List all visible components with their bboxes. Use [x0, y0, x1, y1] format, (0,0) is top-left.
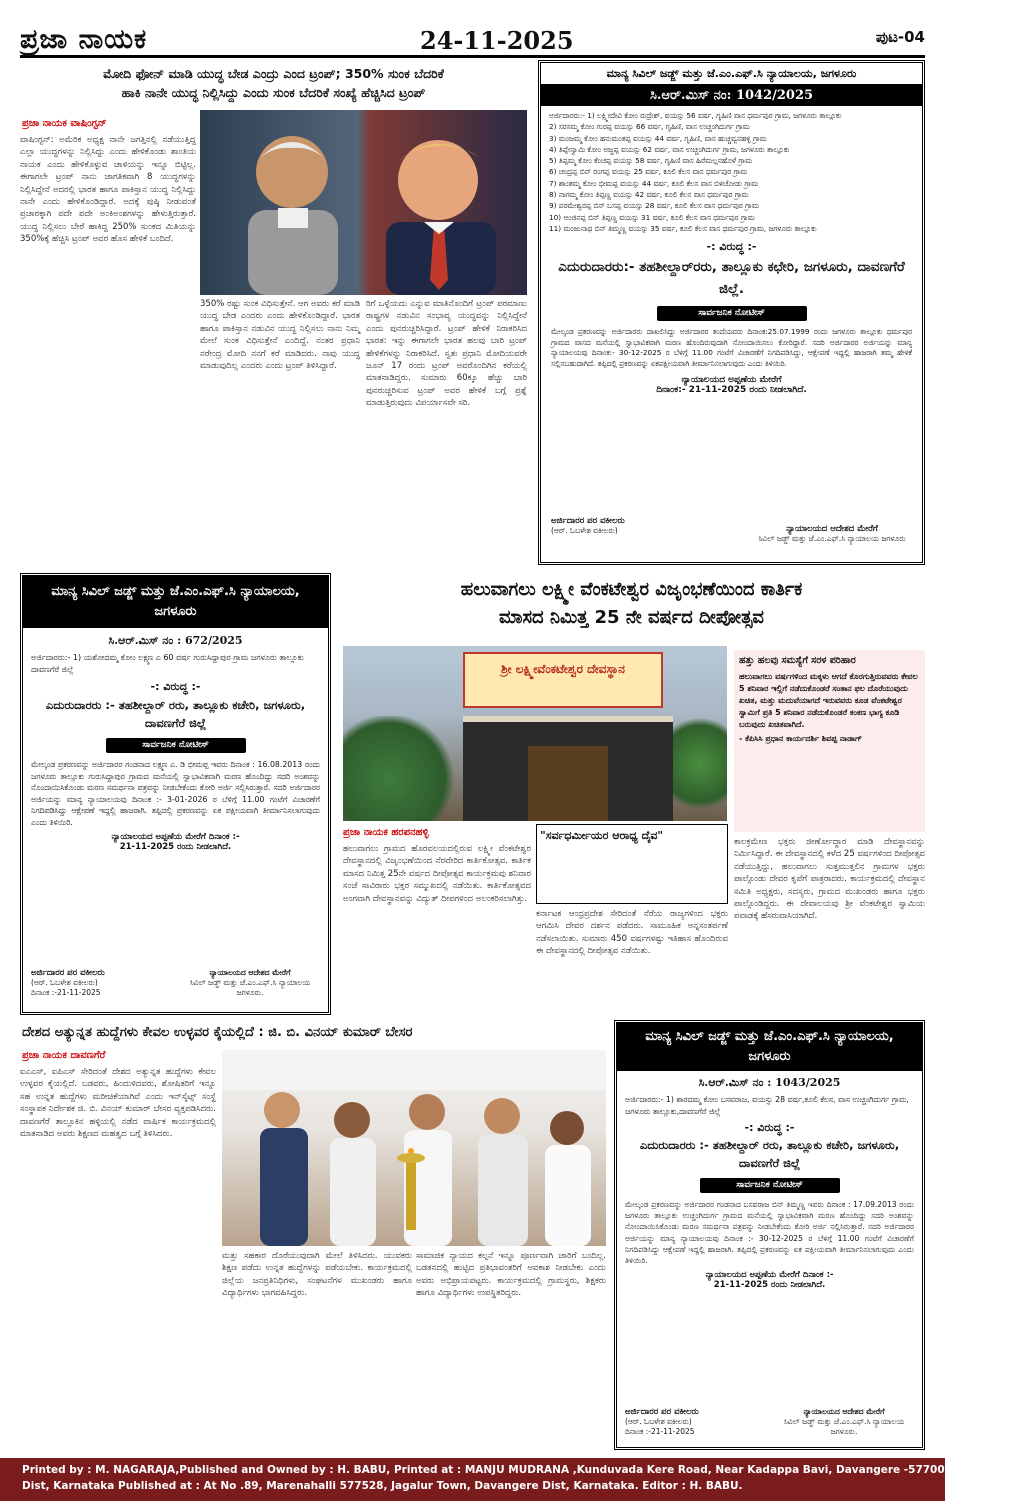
story2-column-1	[343, 843, 531, 1011]
petitioner-line: 8) ನಾಗಮ್ಮ ಕೋಂ ತಿಪ್ಪಣ್ಣ ವಯಸ್ಸು 42 ವರ್ಷ, ಕೂಲಿ ಕೆಲಸ ವಾಸ ಧರ್ಮಪುರ ಗ್ರಾಮ	[549, 190, 749, 200]
story1-column-3-text: ರಿಗೆ ಒಳ್ಳೆಯದು ಎನ್ನುವ ಮಾತಿನೊಂದಿಗೆ ಟ್ರಂಪ್ ಪರಮಾಣು ರಾಷ್ಟ್ರಗಳ ನಡುವಿನ ಸಂಭಾವ್ಯ ಯುದ್ಧವನ್ನು ನಿಲ್ಲಿಸಿದ್ದೇನೆ ಎಂದು ಪುನರುಚ್ಚರಿಸಿದ್ದಾರೆ. ಟ್ರಂಪ್ ಹೇಳಿಕೆ ನಿರಾಕರಿಸಿದ ಭಾರತ: ಇನ್ನು ಈಗಾಗಲೇ ಭಾರತ ಹಲವು ಬಾರಿ ಟ್ರಂಪ್ ಹೇಳಿಕೆಗಳನ್ನು ನಿರಾಕರಿಸಿದೆ. ಸ್ವತಃ ಪ್ರಧಾನಿ ಮೋದಿಯವರೇ ಜೂನ್ 17 ರಂದು ಟ್ರಂಪ್ ಅವರೊಂದಿಗಿನ ಕರೆಯಲ್ಲಿ ಮಾತನಾಡಿದ್ದರು. ಸುಮಾರು 60ಕ್ಕೂ ಹೆಚ್ಚು ಬಾರಿ ಪುನರುಚ್ಚರಿಸುವ ಟ್ರಂಪ್ ಅವರ ಹೇಳಿಕೆ ಬಗ್ಗೆ ಪ್ರಶ್ನೆ ಮಾಡುತ್ತಿರುವುದು ವಿಪರ್ಯಾಸವೇ ಸರಿ.	[366, 299, 527, 409]
story2-column-1-text: ಹಲುವಾಗಲು ಗ್ರಾಮದ ಹೊರವಲಯದಲ್ಲಿರುವ ಲಕ್ಷ್ಮೀ ವೆಂಕಟೇಶ್ವರ ದೇವಸ್ಥಾನದಲ್ಲಿ ವಿಜೃಂಭಣೆಯಿಂದ ನೆರವೇರಿದ ಕಾರ್ತಿಕೋತ್ಸವ. ಕಾರ್ತಿಕ ಮಾಸದ ನಿಮಿತ್ತ 25ನೇ ವರ್ಷದ ದೀಪೋತ್ಸವ ಕಾರ್ಯಕ್ರಮವು ಶನಿವಾರ ಸಂಜೆ ಸಾವಿರಾರು ಭಕ್ತರ ಸಮ್ಮುಖದಲ್ಲಿ ನಡೆಯಿತು. ಕಾರ್ತಿಕೋತ್ಸವದ ಅಂಗವಾಗಿ ದೇವಸ್ಥಾನವನ್ನು ವಿದ್ಯುತ್ ದೀಪಗಳಿಂದ ಅಲಂಕರಿಸಲಾಗಿತ್ತು.	[343, 844, 531, 904]
notice3-signature-court	[774, 1407, 914, 1437]
notice3-case-number: ಸಿ.ಆರ್.ಮಿಸ್ ನಂ : 1043/2025	[698, 1076, 841, 1089]
court-name: ಸಿವಿಲ್ ಜಡ್ಜ್ ಮತ್ತು ಜೆ.ಎಂ.ಎಫ್.ಸಿ ನ್ಯಾಯಾಲಯ ಜಗಳೂರು.	[189, 978, 311, 997]
imprint-line-2: Dist, Karnataka Published at : At No .89, Marenahalli 577528, Jagalur Town, Davangere Dist, Karnataka. Editor : H. BABU.	[22, 1480, 743, 1492]
court-name: ಸಿವಿಲ್ ಜಡ್ಜ್ ಮತ್ತು ಜೆ.ಎಂ.ಎಫ್.ಸಿ ನ್ಯಾಯಾಲಯ ಜಗಳೂರು	[758, 534, 906, 543]
petitioner-line: 2) ಸರಸಮ್ಮ ಕೋಂ ಗುರಪ್ಪ ವಯಸ್ಸು 66 ವರ್ಷ, ಗೃಹಿಣಿ, ವಾಸ ಉಚ್ಚಂಗಿದುರ್ಗ ಗ್ರಾಮ	[549, 122, 750, 132]
notice2-date-line: 21-11-2025 ರಂದು ನೀಡಲಾಗಿದೆ.	[119, 842, 232, 852]
notice1-signature-advocate	[551, 516, 625, 536]
court-order-label: ನ್ಯಾಯಾಲಯದ ಆದೇಶದ ಮೇರೆಗೆ	[786, 524, 878, 534]
lamp-lighting-photo	[222, 1050, 606, 1246]
temple-signboard	[463, 652, 663, 708]
story1-column-3	[366, 298, 527, 564]
legal-notice-1042	[538, 60, 925, 565]
story3-column-2-text: ಮತ್ತು ಸಹಕಾರ ದೊರೆಯುವುದಾಗಿ ಮೇಲೆ ತಿಳಿಸಿದರು. ಯುವಕರು ಶಿಕ್ಷಣ ಪಡೆದು ಉನ್ನತ ಹುದ್ದೆಗಳನ್ನು ಪಡೆಯಬೇಕು. ಕಾರ್ಯಕ್ರಮದಲ್ಲಿ ಜಿಲ್ಲೆಯ ಜನಪ್ರತಿನಿಧಿಗಳು, ಸಂಘಟನೆಗಳ ಮುಖಂಡರು ಹಾಗೂ ವಿದ್ಯಾರ್ಥಿಗಳು ಭಾಗವಹಿಸಿದ್ದರು.	[222, 1251, 412, 1299]
notice3-court-header: ಮಾನ್ಯ ಸಿವಿಲ್ ಜಡ್ಜ್ ಮತ್ತು ಜೆ.ಎಂ.ಎಫ್.ಸಿ ನ್ಯಾಯಾಲಯ, ಜಗಳೂರು	[617, 1023, 922, 1071]
notice1-respondent: ಎದುರುದಾರರು:- ತಹಶೀಲ್ದಾರ್‌ರರು, ತಾಲ್ಲೂಕು ಕಛೇರಿ, ಜಗಳೂರು, ದಾವಣಗೆರೆ ಜಿಲ್ಲೆ.	[558, 259, 905, 298]
advocate-label: ಅರ್ಜಿದಾರರ ಪರ ವಕೀಲರು	[625, 1407, 699, 1417]
sidebar-title: ಹತ್ತು ಹಲವು ಸಮಸ್ಯೆಗೆ ಸರಳ ಪರಿಹಾರ	[739, 655, 856, 666]
story2-column-2	[536, 908, 728, 1011]
notice3-order-line: ನ್ಯಾಯಾಲಯದ ಅಪ್ಪಣೆಯ ಮೇರೆಗೆ ದಿನಾಂಕ :-	[705, 1270, 834, 1281]
story3-column-3	[416, 1250, 606, 1450]
notice3-body: ಮೇಲ್ಕಂಡ ಪ್ರಕರಣವನ್ನು ಅರ್ಜಿದಾರರ ಗಂಡನಾದ ಬಸವರಾಜ ಬಿನ್ ತಿಮ್ಮಣ್ಣ ಇವರು ದಿನಾಂಕ : 17.09.2013 ರಂದು ಜಗಳೂರು ತಾಲ್ಲೂಕು ಉಚ್ಚಂಗಿದುರ್ಗ ಗ್ರಾಮದ ಮನೆಯಲ್ಲಿ ಸ್ವಾಭಾವಿಕವಾಗಿ ಮರಣ ಹೊಂದಿದ್ದು ಸದರಿ ಅಂಶವನ್ನು ನೋಂದಾಯಿಸಿಕೊಂಡು ಮರಣ ಸಮರ್ಥನಾ ಪತ್ರವನ್ನು ನೀಡಬೇಕೆಂದು ಕೋರಿ ಅರ್ಜಿ ಸಲ್ಲಿಸಿರುತ್ತಾರೆ. ಸದರಿ ಅರ್ಜಿದಾರರ ಅರ್ಜಿಯನ್ನು ಮಾನ್ಯ ನ್ಯಾಯಾಲಯವು ದಿನಾಂಕ :- 30-12-2025 ರ ಬೆಳಿಗ್ಗೆ 11.00 ಗಂಟೆಗೆ ವಿಚಾರಣೆಗೆ ನಿಗದಿಪಡಿಸಿದ್ದು ಆಕ್ಷೇಪಣೆ ಇದ್ದಲ್ಲಿ ಹಾಜರಾಗಿ. ತಪ್ಪಿದಲ್ಲಿ ಪ್ರಕರಣವನ್ನು ಏಕ ಪಕ್ಷೀಯವಾಗಿ ತೀರ್ಮಾನಿಸಲಾಗುವುದು ಎಂದು ತಿಳಿಯಿರಿ.	[625, 1200, 914, 1266]
notice2-signature-advocate	[31, 968, 105, 998]
advocate-label: ಅರ್ಜಿದಾರರ ಪರ ವಕೀಲರು	[551, 516, 625, 526]
story2-column-2-text: ಕರ್ನಾಟಕ ಆಂಧ್ರಪ್ರದೇಶ ಸೇರಿದಂತೆ ನೆರೆಯ ರಾಜ್ಯಗಳಿಂದ ಭಕ್ತರು ಆಗಮಿಸಿ ದೇವರ ದರ್ಶನ ಪಡೆದರು. ಸಾಮೂಹಿಕ ಅನ್ನಸಂತರ್ಪಣೆ ನಡೆಸಲಾಯಿತು. ಸುಮಾರು 450 ವರ್ಷಗಳಷ್ಟು ಇತಿಹಾಸ ಹೊಂದಿರುವ ಈ ದೇವಸ್ಥಾನದಲ್ಲಿ ದೀಪೋತ್ಸವ ನಡೆಯಿತು.	[536, 909, 728, 957]
story3-column-3-text: ಸಾಮಾಜಿಕ ನ್ಯಾಯದ ಕಲ್ಪನೆ ಇನ್ನೂ ಪೂರ್ಣವಾಗಿ ಜಾರಿಗೆ ಬಂದಿಲ್ಲ. ಬಡತನದಲ್ಲಿ ಹುಟ್ಟಿದ ಪ್ರತಿಭಾವಂತರಿಗೆ ಅವಕಾಶ ನೀಡಬೇಕು ಎಂದು ಅವರು ಅಭಿಪ್ರಾಯಪಟ್ಟರು. ಕಾರ್ಯಕ್ರಮದಲ್ಲಿ ಗ್ರಾಮಸ್ಥರು, ಶಿಕ್ಷಕರು ಹಾಗೂ ವಿದ್ಯಾರ್ಥಿಗಳು ಉಪಸ್ಥಿತರಿದ್ದರು.	[416, 1251, 606, 1299]
court-name: ಸಿವಿಲ್ ಜಡ್ಜ್ ಮತ್ತು ಜೆ.ಎಂ.ಎಫ್.ಸಿ ನ್ಯಾಯಾಲಯ ಜಗಳೂರು.	[783, 1417, 905, 1436]
notice1-petitioners	[541, 106, 922, 238]
petitioner-line: 4) ತಿಪ್ಪೇಸ್ವಾಮಿ ಕೋಂ ಅಜ್ಜಪ್ಪ ವಯಸ್ಸು 62 ವರ್ಷ, ವಾಸ ಉಚ್ಚಂಗಿದುರ್ಗ ಗ್ರಾಮ, ಜಗಳೂರು ತಾಲ್ಲೂಕು	[549, 144, 790, 154]
notice2-order-line: ನ್ಯಾಯಾಲಯದ ಅಪ್ಪಣೆಯ ಮೇರೆಗೆ ದಿನಾಂಕ :-	[111, 832, 240, 842]
notice2-signature-court	[180, 968, 320, 998]
story1-headline-1: ಮೋದಿ ಫೋನ್ ಮಾಡಿ ಯುದ್ಧ ಬೇಡ ಎಂದ್ರು ಎಂದ ಟ್ರಂಪ್; 350% ಸುಂಕ ಬೆದರಿಕೆ	[103, 66, 444, 81]
advocate-date: ದಿನಾಂಕ :-21-11-2025	[31, 988, 101, 997]
sidebar-text: ಹಲುವಾಗಲು ವರ್ಷಗಳಿಂದ ಮಕ್ಕಳು ಆಗದೆ ಕೊರಗುತ್ತಿರುವವರು ಕೇವಲ 5 ಶನಿವಾರ ಇಲ್ಲಿಗೆ ನಡೆದುಕೊಂಡರೆ ಸಂತಾನ ಫಲ ದೊರೆಯುವುದು ಖಚಿತ, ಮತ್ತು ಮದುವೆಯಾಗದೆ ಇರುವವರು ಕೂಡ ವೆಂಕಟೇಶ್ವರ ಸ್ವಾಮಿಗೆ ಪ್ರತಿ 5 ಶನಿವಾರ ನಡೆದುಕೊಂಡರೆ ಕಂಕಣ ಭಾಗ್ಯ ಕೂಡಿ ಬರುವುದು ಖಚಿತವಾಗಿದೆ.	[739, 672, 918, 729]
modi-trump-photo	[200, 110, 527, 295]
paper-name: ಪ್ರಜಾ ನಾಯಕ	[20, 24, 148, 55]
notice1-date-line: ದಿನಾಂಕ:- 21-11-2025 ರಂದು ನೀಡಲಾಗಿದೆ.	[656, 385, 807, 396]
advocate-name: (ಆರ್. ಓಬಳೇಶ ವಕೀಲರು)	[625, 1417, 692, 1426]
notice1-case-number: ಸಿ.ಆರ್.ಮಿಸ್ ನಂ: 1042/2025	[541, 86, 922, 106]
temple-photo	[343, 646, 727, 821]
story2-byline: ಪ್ರಜಾ ನಾಯಕ ಹರಪನಹಳ್ಳಿ	[343, 827, 429, 838]
advocate-label: ಅರ್ಜಿದಾರರ ಪರ ವಕೀಲರು	[31, 968, 105, 978]
notice3-date-line: 21-11-2025 ರಂದು ನೀಡಲಾಗಿದೆ.	[713, 1280, 826, 1291]
story3-column-1	[20, 1066, 216, 1450]
notice2-respondent: ಎದುರುದಾರರು :- ತಹಶೀಲ್ದಾರ್ ರರು, ತಾಲ್ಲೂಕು ಕಚೇರಿ, ಜಗಳೂರು, ದಾವಣಗೆರೆ ಜಿಲ್ಲೆ	[45, 698, 306, 730]
notice2-body: ಮೇಲ್ಕಂಡ ಪ್ರಕರಣವನ್ನು ಅರ್ಜಿದಾರರ ಗಂಡನಾದ ಲಕ್ಷ್ಮಣ ಎ. ಡಿ ಭೀಮಪ್ಪ ಇವರು ದಿನಾಂಕ : 16.08.2013 ರಂದು ಜಗಳೂರು ತಾಲ್ಲೂಕು ಗುರುಸಿದ್ದಾಪುರ ಗ್ರಾಮದ ಮನೆಯಲ್ಲಿ ಸ್ವಾಭಾವಿಕವಾಗಿ ಮರಣ ಹೊಂದಿದ್ದು ಸದರಿ ಅಂಶವನ್ನು ನೊಂದಾಯಿಸಿಕೊಂಡು ಮರಣ ಸಮರ್ಥನಾ ಪತ್ರವನ್ನು ನೀಡಬೇಕೆಂದು ಕೋರಿ ಅರ್ಜಿ ಸಲ್ಲಿಸಿರುತ್ತಾರೆ. ಸದರಿ ಅರ್ಜಿದಾರರ ಅರ್ಜಿಯನ್ನು ಮಾನ್ಯ ನ್ಯಾಯಾಲಯವು ದಿನಾಂಕ :- 3-01-2026 ರ ಬೆಳಿಗ್ಗೆ 11.00 ಗಂಟೆಗೆ ವಿಚಾರಣೆಗೆ ನಿಗದಿಪಡಿಸಿದ್ದು ಆಕ್ಷೇಪಣೆ ಇದ್ದಲ್ಲಿ ಹಾಜರಾಗಿ. ತಪ್ಪಿದಲ್ಲಿ ಪ್ರಕರಣವನ್ನು ಏಕ ಪಕ್ಷೀಯವಾಗಿ ತೀರ್ಮಾನಿಸಲಾಗುವುದು ಎಂದು ತಿಳಿಯಿರಿ.	[31, 760, 320, 827]
legal-notice-1043	[614, 1020, 925, 1450]
notice3-respondent: ಎದುರುದಾರರು :- ತಹಶೀಲ್ದಾರ್ ರರು, ತಾಲ್ಲೂಕು ಕಚೇರಿ, ಜಗಳೂರು, ದಾವಣಗೆರೆ ಜಿಲ್ಲೆ	[639, 1138, 900, 1170]
temple-sign-text: ಶ್ರೀ ಲಕ್ಷ್ಮೀವೆಂಕಟೇಶ್ವರ ದೇವಸ್ಥಾನ	[501, 662, 625, 676]
masthead	[20, 24, 925, 58]
notice2-versus: -: ವಿರುದ್ಧ :-	[150, 680, 201, 693]
advocate-name: (ಆರ್. ಓಬಳೇಶ ವಕೀಲರು)	[551, 526, 618, 535]
petitioner-line: ಅರ್ಜಿದಾರರು:- 1) ಲಕ್ಷ್ಮೀದೇವಿ ಕೋಂ ರುದ್ರೇಶ್, ವಯಸ್ಸು 56 ವರ್ಷ, ಗೃಹಿಣಿ ವಾಸ ಧರ್ಮಪುರ ಗ್ರಾಮ, ಜಗಳೂರು ತಾಲ್ಲೂಕು	[549, 111, 842, 120]
story3-byline: ಪ್ರಜಾ ನಾಯಕ ದಾವಣಗೆರೆ	[22, 1050, 106, 1061]
story2-headline-1: ಹಲುವಾಗಲು ಲಕ್ಷ್ಮೀ ವೆಂಕಟೇಶ್ವರ ವಿಜೃಂಭಣೆಯಿಂದ ಕಾರ್ತಿಕ	[460, 579, 803, 600]
petitioner-line: 11) ಮಂಜುನಾಥ ಬಿನ್ ತಿಮ್ಮಣ್ಣ ವಯಸ್ಸು 35 ವರ್ಷ, ಕೂಲಿ ಕೆಲಸ ವಾಸ ಧರ್ಮಪುರ ಗ್ರಾಮ, ಜಗಳೂರು ತಾಲ್ಲೂಕು	[549, 223, 817, 233]
notice3-public-notice-badge: ಸಾರ್ವಜನಿಕ ನೋಟೀಸ್	[700, 1178, 840, 1193]
story1-byline: ಪ್ರಜಾ ನಾಯಕ ವಾಷಿಂಗ್ಟನ್	[22, 118, 107, 129]
story1-headline-box	[20, 62, 527, 108]
notice1-order-line: ನ್ಯಾಯಾಲಯದ ಅಪ್ಪಣೆಯ ಮೇರೆಗೆ	[681, 375, 782, 386]
notice2-petitioner: ಅರ್ಜಿದಾರರು:- 1) ಯಶೋದಮ್ಮ ಕೋಂ ಲಕ್ಷ್ಮಣ ಎ 60 ವರ್ಷ ಗುರುಸಿದ್ದಾಪುರ ಗ್ರಾಮ ಜಗಳೂರು ತಾಲ್ಲೂಕು ದಾವಣಗೆರೆ ಜಿಲ್ಲೆ	[31, 653, 304, 674]
story2-headline-box	[338, 576, 925, 636]
plant-left	[343, 716, 458, 821]
story2-column-3-text: ಕಾಲಕ್ರಮೇಣ ಭಕ್ತರು ಜೀರ್ಣೋದ್ಧಾರ ಮಾಡಿ ದೇವಸ್ಥಾನವನ್ನು ನಿರ್ಮಿಸಿದ್ದಾರೆ. ಈ ದೇವಸ್ಥಾನದಲ್ಲಿ ಕಳೆದ 25 ವರ್ಷಗಳಿಂದ ದೀಪೋತ್ಸವ ನಡೆಯುತ್ತಿದ್ದು, ಹಲುವಾಗಲು ಸುತ್ತಮುತ್ತಲಿನ ಗ್ರಾಮಗಳ ಭಕ್ತರು ಪಾಲ್ಗೊಂಡು ದೇವರ ಕೃಪೆಗೆ ಪಾತ್ರರಾದರು. ಕಾರ್ಯಕ್ರಮದಲ್ಲಿ ದೇವಸ್ಥಾನ ಸಮಿತಿ ಅಧ್ಯಕ್ಷರು, ಸದಸ್ಯರು, ಗ್ರಾಮದ ಮುಖಂಡರು ಹಾಗೂ ಭಕ್ತರು ಪಾಲ್ಗೊಂಡಿದ್ದರು. ಈ ದೇವಾಲಯವು ಶ್ರೀ ವೆಂಕಟೇಶ್ವರ ಸ್ವಾಮಿಯ ಪವಾಡಕ್ಕೆ ಹೆಸರುವಾಸಿಯಾಗಿದೆ.	[734, 837, 925, 922]
story2-sidebar	[734, 650, 925, 832]
issue-date: 24-11-2025	[420, 26, 574, 55]
plant-right	[673, 706, 727, 821]
lamp-lighting-image	[222, 1050, 606, 1246]
story2-quote: "ಸರ್ವಧರ್ಮೀಯರ ಆರಾಧ್ಯ ದೈವ"	[540, 829, 664, 842]
story1-lead-text: ವಾಷಿಂಗ್ಟನ್: ಅಮೆರಿಕ ಅಧ್ಯಕ್ಷ ನಾನೇ ಜಗತ್ತಿನಲ್ಲಿ ನಡೆಯುತ್ತಿದ್ದ ಎಲ್ಲಾ ಯುದ್ಧಗಳನ್ನು ನಿಲ್ಲಿಸಿದ್ದು ಎಂದು ಹೇಳಿಕೊಂಡು ಶಾಂತಿಯ ನಾಯಕ ಎಂದು ಹೇಳಿಕೊಳ್ಳುವ ಚಾಳಿಯನ್ನು ಇನ್ನೂ ಬಿಟ್ಟಿಲ್ಲ. ಈಗಾಗಲೇ ಟ್ರಂಪ್ ನಾನು ಜಾಗತಿಕವಾಗಿ 8 ಯುದ್ಧಗಳನ್ನು ನಿಲ್ಲಿಸಿದ್ದೇನೆ ಅದರಲ್ಲಿ ಭಾರತ ಹಾಗೂ ಪಾಕಿಸ್ತಾನ ಯುದ್ಧ ನಿಲ್ಲಿಸಿದ್ದು ನಾನೇ ಎಂದು ಹೇಳಿಕೊಂಡಿದ್ದಾರೆ. ಅದಕ್ಕೆ ಪುಷ್ಠಿ ನೀಡುವಂತೆ ಪ್ರಚಾರಕ್ಕಾಗಿ ಪದೇ ಪದೇ ಅಂಕಿಅಂಶಗಳನ್ನು ಹೇಳುತ್ತಿರುತ್ತಾರೆ. ಯುದ್ಧ ನಿಲ್ಲಿಸಲು ಬೇರೆ ಹಾಕಿದ್ದ 250% ಸುಂಕದ ಮಿತಿಯನ್ನು 350%ಕ್ಕೆ ಹೆಚ್ಚಿಸಿ ಟ್ರಂಪ್ ಅವರ ಹೊಸ ಹೇಳಿಕೆ ಬಂದಿದೆ.	[20, 135, 196, 245]
story1-column-2	[200, 298, 360, 564]
notice3-signature-advocate	[625, 1407, 699, 1437]
petitioner-line: 6) ಚಂದ್ರಪ್ಪ ಬಿನ್ ರಂಗಪ್ಪ ವಯಸ್ಸು 25 ವರ್ಷ, ಕೂಲಿ ಕೆಲಸ ವಾಸ ಧರ್ಮಪುರ ಗ್ರಾಮ	[549, 167, 748, 177]
story1-headline-2: ಹಾಕಿ ನಾನೇ ಯುದ್ಧ ನಿಲ್ಲಿಸಿದ್ದು ಎಂದು ಸುಂಕ ಬೆದರಿಕೆ ಸಂಖ್ಯೆ ಹೆಚ್ಚಿಸಿದ ಟ್ರಂಪ್	[121, 85, 426, 100]
court-order-label: ನ್ಯಾಯಾಲಯದ ಆದೇಶದ ಮೇರೆಗೆ	[803, 1407, 885, 1416]
advocate-date: ದಿನಾಂಕ :-21-11-2025	[625, 1427, 695, 1436]
court-order-label: ನ್ಯಾಯಾಲಯದ ಆದೇಶದ ಮೇರೆಗೆ	[209, 968, 291, 977]
notice1-signature-court	[752, 524, 912, 544]
story2-headline-2: ಮಾಸದ ನಿಮಿತ್ತ 25 ನೇ ವರ್ಷದ ದೀಪೋತ್ಸವ	[499, 607, 764, 628]
story1-column-2-text: 350% ರಷ್ಟು ಸುಂಕ ವಿಧಿಸುತ್ತೇನೆ. ಆಗ ಅವರು ಕರೆ ಮಾಡಿ ಯುದ್ಧ ಬೇಡ ಎಂದರು ಎಂದು ಹೇಳಿಕೊಂಡಿದ್ದಾರೆ. ಭಾರತ ಹಾಗೂ ಪಾಕಿಸ್ತಾನ ನಡುವಿನ ಯುದ್ಧ ನಿಲ್ಲಿಸಲು ನಾನು ನಿಮ್ಮ ಮೇಲೆ ಸುಂಕ ವಿಧಿಸುತ್ತೇನೆ ಎಂದಿದ್ದೆ. ನಂತರ ಪ್ರಧಾನಿ ನರೇಂದ್ರ ಮೋದಿ ನನಗೆ ಕರೆ ಮಾಡಿದರು. ನಾವು ಯುದ್ಧ ಮಾಡುವುದಿಲ್ಲ ಎಂದರು ಎಂದು ಟ್ರಂಪ್ ತಿಳಿಸಿದ್ದಾರೆ.	[200, 299, 360, 372]
notice1-public-notice-badge: ಸಾರ್ವಜನಿಕ ನೋಟೀಸ್	[657, 306, 807, 321]
page-number: ಪುಟ-04	[875, 28, 925, 46]
petitioner-line: 3) ಮಂಜಮ್ಮ ಕೋಂ ಹನುಮಂತಪ್ಪ ವಯಸ್ಸು 44 ವರ್ಷ, ಗೃಹಿಣಿ, ವಾಸ ಹುಚ್ಚವ್ವನಹಳ್ಳಿ ಗ್ರಾಮ	[549, 133, 767, 143]
modi-trump-image	[200, 110, 527, 295]
notice1-versus: -: ವಿರುದ್ಧ :-	[706, 240, 757, 254]
petitioner-line: 10) ಅಂಜಿನಪ್ಪ ಬಿನ್ ತಿಪ್ಪಣ್ಣ ವಯಸ್ಸು 31 ವರ್ಷ, ಕೂಲಿ ಕೆಲಸ ವಾಸ ಧರ್ಮಪುರ ಗ್ರಾಮ	[549, 212, 755, 222]
legal-notice-672	[20, 573, 331, 1015]
notice2-public-notice-badge: ಸಾರ್ವಜನಿಕ ನೋಟೀಸ್	[106, 738, 246, 753]
story3-headline: ದೇಶದ ಅತ್ಯುನ್ನತ ಹುದ್ದೆಗಳು ಕೇವಲ ಉಳ್ಳವರ ಕೈಯಲ್ಲಿದೆ : ಜಿ. ಬಿ. ವಿನಯ್ ಕುಮಾರ್ ಬೇಸರ	[22, 1025, 413, 1040]
temple-door	[528, 746, 608, 821]
story3-column-2	[222, 1250, 412, 1450]
imprint-footer	[0, 1458, 1024, 1501]
advocate-name: (ಆರ್. ಓಬಳೇಶ ವಕೀಲರು)	[31, 978, 98, 987]
notice2-case-number: ಸಿ.ಆರ್.ಮಿಸ್ ನಂ : 672/2025	[108, 634, 243, 647]
petitioner-line: 5) ತಿಪ್ಪಮ್ಮ ಕೋಂ ಕೆಂಚಪ್ಪ ವಯಸ್ಸು 58 ವರ್ಷ, ಗೃಹಿಣಿ ವಾಸ ಹಿರೆಮಲ್ಲನಹೊಳೆ ಗ್ರಾಮ	[549, 156, 753, 166]
notice2-court-header: ಮಾನ್ಯ ಸಿವಿಲ್ ಜಡ್ಜ್ ಮತ್ತು ಜೆ.ಎಂ.ಎಫ್.ಸಿ ನ್ಯಾಯಾಲಯ, ಜಗಳೂರು	[23, 576, 328, 628]
sidebar-author: - ಕೆಪಿಸಿಸಿ ಪ್ರಧಾನ ಕಾರ್ಯದರ್ಶಿ ಶಿವಪ್ಪ ನಾಡಾಗ್	[739, 734, 862, 743]
petitioner-line: 7) ಶಾಂತಮ್ಮ ಕೋಂ ಭೀಮಪ್ಪ ವಯಸ್ಸು 44 ವರ್ಷ, ಕೂಲಿ ಕೆಲಸ ವಾಸ ಬಿಳಿಚೋಡು ಗ್ರಾಮ	[549, 178, 759, 188]
story1-lead-column	[20, 134, 196, 564]
story2-column-3	[734, 836, 925, 1011]
imprint-line-1: Printed by : M. NAGARAJA,Published and Owned by : H. BABU, Printed at : MANJU MUDRANA ,Kunduvada Kere Road, Near Kadappa Bavi, Davangere -577006, Davangere	[22, 1464, 1024, 1476]
notice1-court-header: ಮಾನ್ಯ ಸಿವಿಲ್ ಜಡ್ಜ್ ಮತ್ತು ಜೆ.ಎಂ.ಎಫ್.ಸಿ ನ್ಯಾಯಾಲಯ, ಜಗಳೂರು	[541, 63, 922, 86]
notice3-versus: -: ವಿರುದ್ಧ :-	[744, 1121, 795, 1134]
notice3-petitioner: ಅರ್ಜಿದಾರರು:- 1) ಶಾರದಮ್ಮ ಕೋಂ ಬಸವರಾಜ, ವಯಸ್ಸು 28 ವರ್ಷ,ಕೂಲಿ ಕೆಲಸ, ವಾಸ ಉಚ್ಚಂಗಿದುರ್ಗ ಗ್ರಾಮ, ಜಗಳೂರು ತಾಲ್ಲೂಕು,ದಾವಣಗೆರೆ ಜಿಲ್ಲೆ	[625, 1095, 909, 1116]
story2-quote-box	[536, 824, 728, 904]
story3-column-1-text: ಐಎಎಸ್, ಐಪಿಎಸ್ ಸೇರಿದಂತೆ ದೇಶದ ಅತ್ಯುನ್ನತ ಹುದ್ದೆಗಳು ಕೇವಲ ಉಳ್ಳವರ ಕೈಯಲ್ಲಿದೆ. ಬಡವರು, ಹಿಂದುಳಿದವರು, ಶೋಷಿತರಿಗೆ ಇನ್ನೂ ಸಹ ಉನ್ನತ ಹುದ್ದೆಗಳು ಮರೀಚಿಕೆಯಾಗಿವೆ ಎಂದು ಇನ್‌ಸೈಟ್ಸ್ ಸಂಸ್ಥೆ ಸಂಸ್ಥಾಪಕ ನಿರ್ದೇಶಕ ಜಿ. ಬಿ. ವಿನಯ್ ಕುಮಾರ್ ಬೇಸರ ವ್ಯಕ್ತಪಡಿಸಿದರು. ದಾವಣಗೆರೆ ತಾಲ್ಲೂಕಿನ ಹಳ್ಳಿಯಲ್ಲಿ ನಡೆದ ವಾರ್ಷಿಕ ಕಾರ್ಯಕ್ರಮದಲ್ಲಿ ಮಾತನಾಡಿದ ಅವರು ಶಿಕ್ಷಣದ ಮಹತ್ವದ ಬಗ್ಗೆ ತಿಳಿಸಿದರು.	[20, 1067, 216, 1140]
notice1-body: ಮೇಲ್ಕಂಡ ಪ್ರಕರಣವನ್ನು ಅರ್ಜಿದಾರರು ದಾಖಲಿಸಿದ್ದು ಅರ್ಜಿದಾರರ ತಂದೆಯವರು ದಿನಾಂಕ:25.07.1999 ರಂದು ಜಗಳೂರು ತಾಲ್ಲೂಕು ಧರ್ಮಪುರ ಗ್ರಾಮದ ವಾಸದ ಮನೆಯಲ್ಲಿ ಸ್ವಾಭಾವಿಕವಾಗಿ ಮರಣ ಹೊಂದಿರುವುದಾಗಿ ನೋಂದಾಯಿಸಲು ಕೋರಿದ್ದಾರೆ. ಸದರಿ ಅರ್ಜಿದಾರರ ಅರ್ಜಿಯನ್ನು ಮಾನ್ಯ ನ್ಯಾಯಾಲಯವು ದಿನಾಂಕ:- 30-12-2025 ರ ಬೆಳಿಗ್ಗೆ 11.00 ಗಂಟೆಗೆ ವಿಚಾರಣೆಗೆ ನಿಗದಿಪಡಿಸಿದ್ದು, ಆಕ್ಷೇಪಣೆ ಇದ್ದಲ್ಲಿ ಹಾಜರಾಗಿ ತಮ್ಮ ಹೇಳಿಕೆ ಸಲ್ಲಿಸಬಹುದಾಗಿದೆ. ತಪ್ಪಿದಲ್ಲಿ ಪ್ರಕರಣವನ್ನು ಏಕಪಕ್ಷೀಯವಾಗಿ ತೀರ್ಮಾನಿಸಲಾಗುವುದು ಎಂದು ತಿಳಿಯಿರಿ.	[551, 327, 912, 368]
petitioner-line: 9) ಪರಮೇಶ್ವರಪ್ಪ ಬಿನ್ ಬಸಪ್ಪ ವಯಸ್ಸು 28 ವರ್ಷ, ಕೂಲಿ ಕೆಲಸ ವಾಸ ಧರ್ಮಪುರ ಗ್ರಾಮ	[549, 201, 759, 211]
